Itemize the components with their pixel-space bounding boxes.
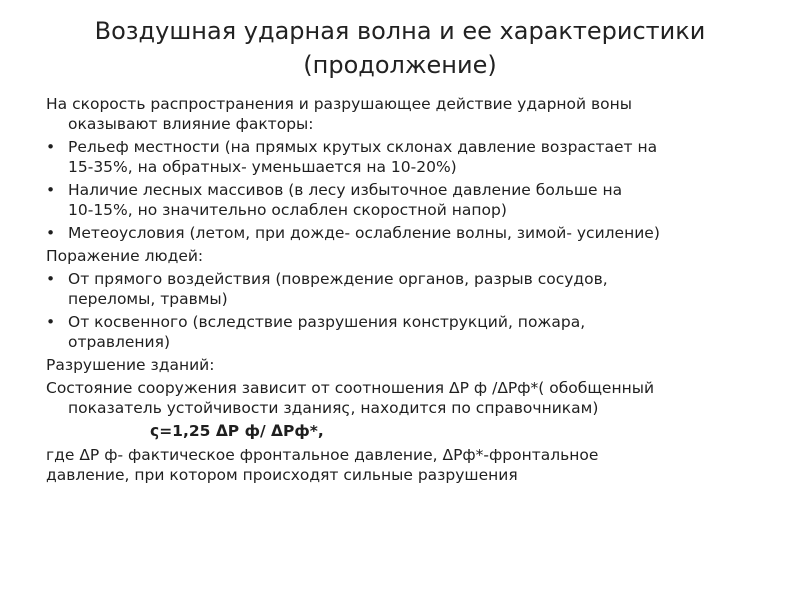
factor-weather-line-1: Метеоусловия (летом, при дожде- ослабление волны, зимой- усиление) <box>68 224 660 242</box>
slide-title <box>40 14 760 82</box>
state-paragraph <box>46 378 761 418</box>
bullet-icon: • <box>46 313 56 331</box>
people-direct <box>46 269 761 309</box>
factor-relief-line-2: 15-35%, на обратных- уменьшается на 10-20%) <box>68 158 457 176</box>
people-indirect <box>46 312 761 352</box>
bullet-icon: • <box>46 138 56 156</box>
title-line-1: Воздушная ударная волна и ее характеристики <box>94 17 706 45</box>
bullet-icon: • <box>46 270 56 288</box>
formula: ς=1,25 ΔР ф/ ΔРф*, <box>150 422 324 440</box>
people-direct-line-2: переломы, травмы) <box>68 290 228 308</box>
where-line-2: давление, при котором происходят сильные разрушения <box>46 466 518 484</box>
buildings-heading: Разрушение зданий: <box>46 356 215 374</box>
factor-forest <box>46 180 761 220</box>
factor-relief-line-1: Рельеф местности (на прямых крутых склонах давление возрастает на <box>68 138 658 156</box>
people-indirect-line-1: От косвенного (вследствие разрушения конструкций, пожара, <box>68 313 586 331</box>
bullet-icon: • <box>46 224 56 242</box>
people-direct-line-1: От прямого воздействия (повреждение органов, разрыв сосудов, <box>68 270 608 288</box>
intro-line-2: оказывают влияние факторы: <box>68 115 314 133</box>
where-line-1: где ΔP ф- фактическое фронтальное давление, ΔРф*-фронтальное <box>46 446 599 464</box>
intro-line-1: На скорость распространения и разрушающее действие ударной воны <box>46 95 633 113</box>
title-line-2: (продолжение) <box>303 51 497 79</box>
state-line-2: показатель устойчивости зданияς, находится по справочникам) <box>68 399 599 417</box>
factor-relief <box>46 137 761 177</box>
slide-content <box>46 94 761 488</box>
factor-weather <box>46 223 761 243</box>
bullet-icon: • <box>46 181 56 199</box>
factor-forest-line-2: 10-15%, но значительно ослаблен скоростной напор) <box>68 201 507 219</box>
where-paragraph <box>46 445 761 485</box>
intro-paragraph <box>46 94 761 134</box>
people-indirect-line-2: отравления) <box>68 333 171 351</box>
factor-forest-line-1: Наличие лесных массивов (в лесу избыточное давление больше на <box>68 181 623 199</box>
state-line-1: Состояние сооружения зависит от соотношения ΔP ф /ΔРф*( обобщенный <box>46 379 655 397</box>
people-heading: Поражение людей: <box>46 247 204 265</box>
